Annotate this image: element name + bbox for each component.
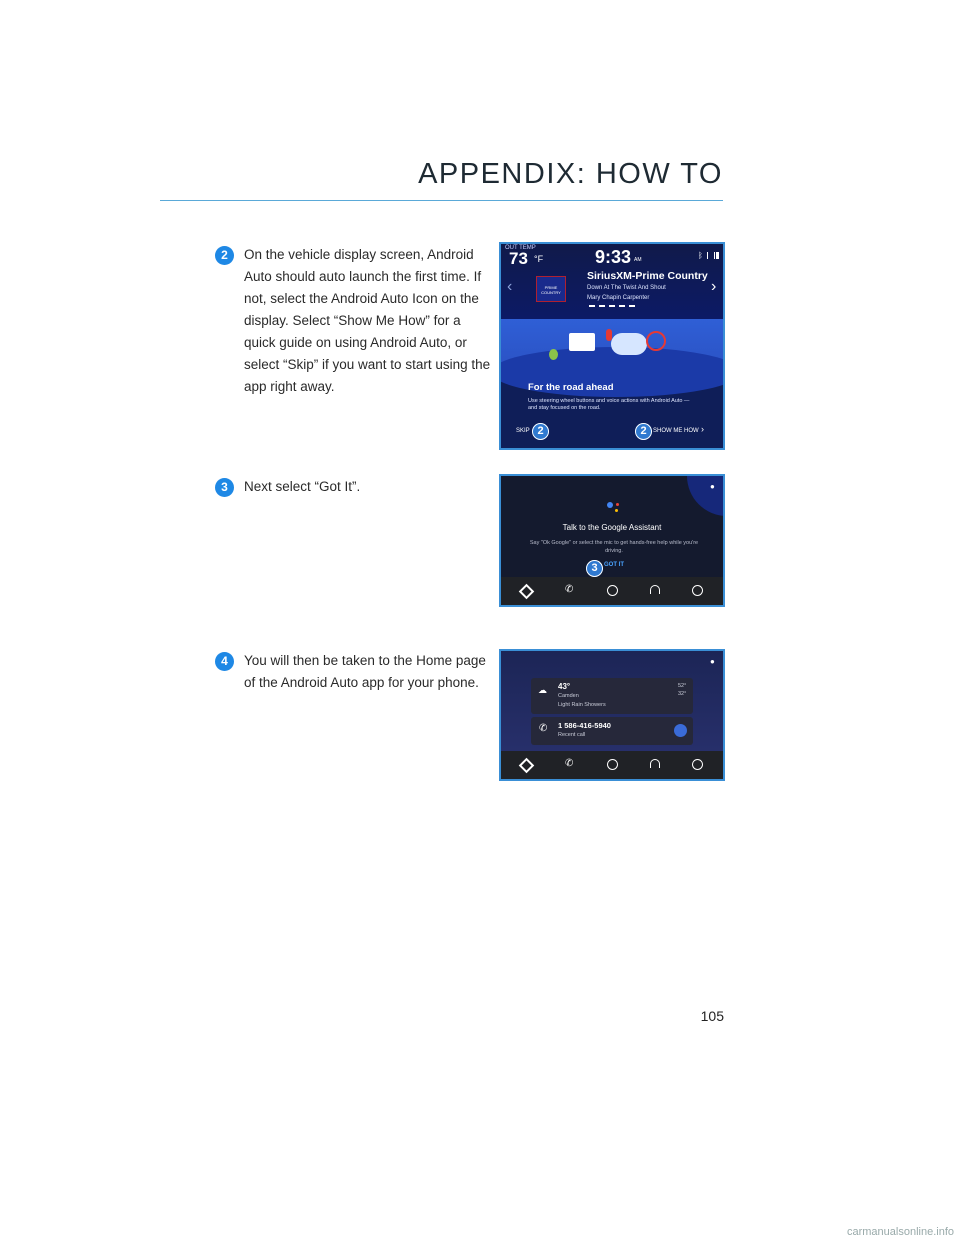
intro-body: Use steering wheel buttons and voice actions with Android Auto — and stay focused on the road. <box>528 398 690 411</box>
watermark: carmanualsonline.info <box>846 1226 954 1238</box>
person-icon <box>674 724 687 737</box>
navigation-icon[interactable] <box>519 584 535 600</box>
weather-desc: Light Rain Showers <box>558 702 606 708</box>
call-number: 1 586-416-5940 <box>558 721 611 730</box>
card-shape <box>569 333 595 351</box>
page-title: APPENDIX: HOW TO <box>418 158 723 190</box>
chevron-right-icon[interactable]: › <box>711 278 717 295</box>
navigation-icon[interactable] <box>519 758 535 774</box>
signal-icon <box>707 252 715 259</box>
show-me-how-button[interactable]: SHOW ME HOW <box>653 428 699 434</box>
step-number: 3 <box>215 478 234 497</box>
google-assistant-screen <box>499 474 725 607</box>
tree-shape <box>549 349 558 360</box>
clock-ampm: AM <box>634 257 642 263</box>
mic-icon[interactable]: ● <box>710 657 715 666</box>
chevron-right-icon: › <box>701 424 704 434</box>
person-shape <box>646 331 666 351</box>
clock-icon[interactable] <box>692 585 703 596</box>
header-divider <box>160 200 723 201</box>
callout-badge-got-it: 3 <box>586 560 603 577</box>
status-bar <box>501 244 723 319</box>
step-text: You will then be taken to the Home page of the Android Auto app for your phone. <box>244 653 486 690</box>
mic-icon <box>606 329 612 341</box>
song-title: Down At The Twist And Shout <box>587 285 666 291</box>
nav-bar <box>501 577 723 605</box>
cloud-icon: ☁ <box>538 685 547 695</box>
weather-city: Camden <box>558 693 579 699</box>
pager-dots <box>589 305 635 307</box>
weather-card[interactable] <box>531 678 693 714</box>
battery-icon <box>716 252 719 259</box>
phone-icon[interactable]: ✆ <box>565 758 574 769</box>
chevron-left-icon[interactable]: ‹ <box>507 278 513 295</box>
temperature: 73 <box>509 249 528 268</box>
callout-badge-skip: 2 <box>532 423 549 440</box>
android-auto-home-screen <box>499 649 725 781</box>
mic-icon[interactable]: ● <box>710 482 715 491</box>
skip-button[interactable]: SKIP <box>516 428 530 434</box>
temperature-unit: °F <box>534 254 544 264</box>
intro-headline: For the road ahead <box>528 382 614 393</box>
illustration <box>501 319 723 381</box>
step-text: Next select “Got It”. <box>244 479 361 494</box>
station-name: SiriusXM-Prime Country <box>587 270 708 282</box>
album-art <box>536 276 566 302</box>
headphones-icon[interactable] <box>650 759 660 768</box>
album-art-text: PRIME COUNTRY <box>541 285 561 295</box>
out-temp-label: OUT TEMP <box>505 245 536 251</box>
home-icon[interactable] <box>607 759 618 770</box>
assistant-icon <box>607 502 621 514</box>
headphones-icon[interactable] <box>650 585 660 594</box>
recent-call-card[interactable] <box>531 717 693 745</box>
step-number: 4 <box>215 652 234 671</box>
android-auto-intro-screen <box>499 242 725 450</box>
clock-icon[interactable] <box>692 759 703 770</box>
mic-corner <box>687 474 725 516</box>
cloud-shape <box>611 333 647 355</box>
artist-name: Mary Chapin Carpenter <box>587 295 650 301</box>
phone-icon[interactable]: ✆ <box>565 584 574 595</box>
phone-icon: ✆ <box>539 723 548 734</box>
bluetooth-icon: ᛒ <box>698 251 703 260</box>
assistant-body: Say "Ok Google" or select the mic to get hands-free help while you're driving. <box>529 540 699 554</box>
step-text: On the vehicle display screen, Android Auto should auto launch the first time. If not, select the Android Auto Icon on the display. Select “Show Me How” for a quick guide on using Android Auto, or select “Skip” if you want to start using the app right away. <box>244 247 491 394</box>
got-it-button[interactable]: GOT IT <box>604 562 624 568</box>
step-number: 2 <box>215 246 234 265</box>
page-number: 105 <box>700 1008 724 1024</box>
weather-temp: 43° <box>558 682 571 691</box>
weather-high: 52° <box>678 683 687 689</box>
weather-low: 32° <box>678 691 687 697</box>
nav-bar <box>501 751 723 779</box>
callout-badge-show-me-how: 2 <box>635 423 652 440</box>
home-icon[interactable] <box>607 585 618 596</box>
assistant-title: Talk to the Google Assistant <box>562 523 662 532</box>
clock-time: 9:33 <box>595 247 632 267</box>
call-label: Recent call <box>558 732 586 738</box>
